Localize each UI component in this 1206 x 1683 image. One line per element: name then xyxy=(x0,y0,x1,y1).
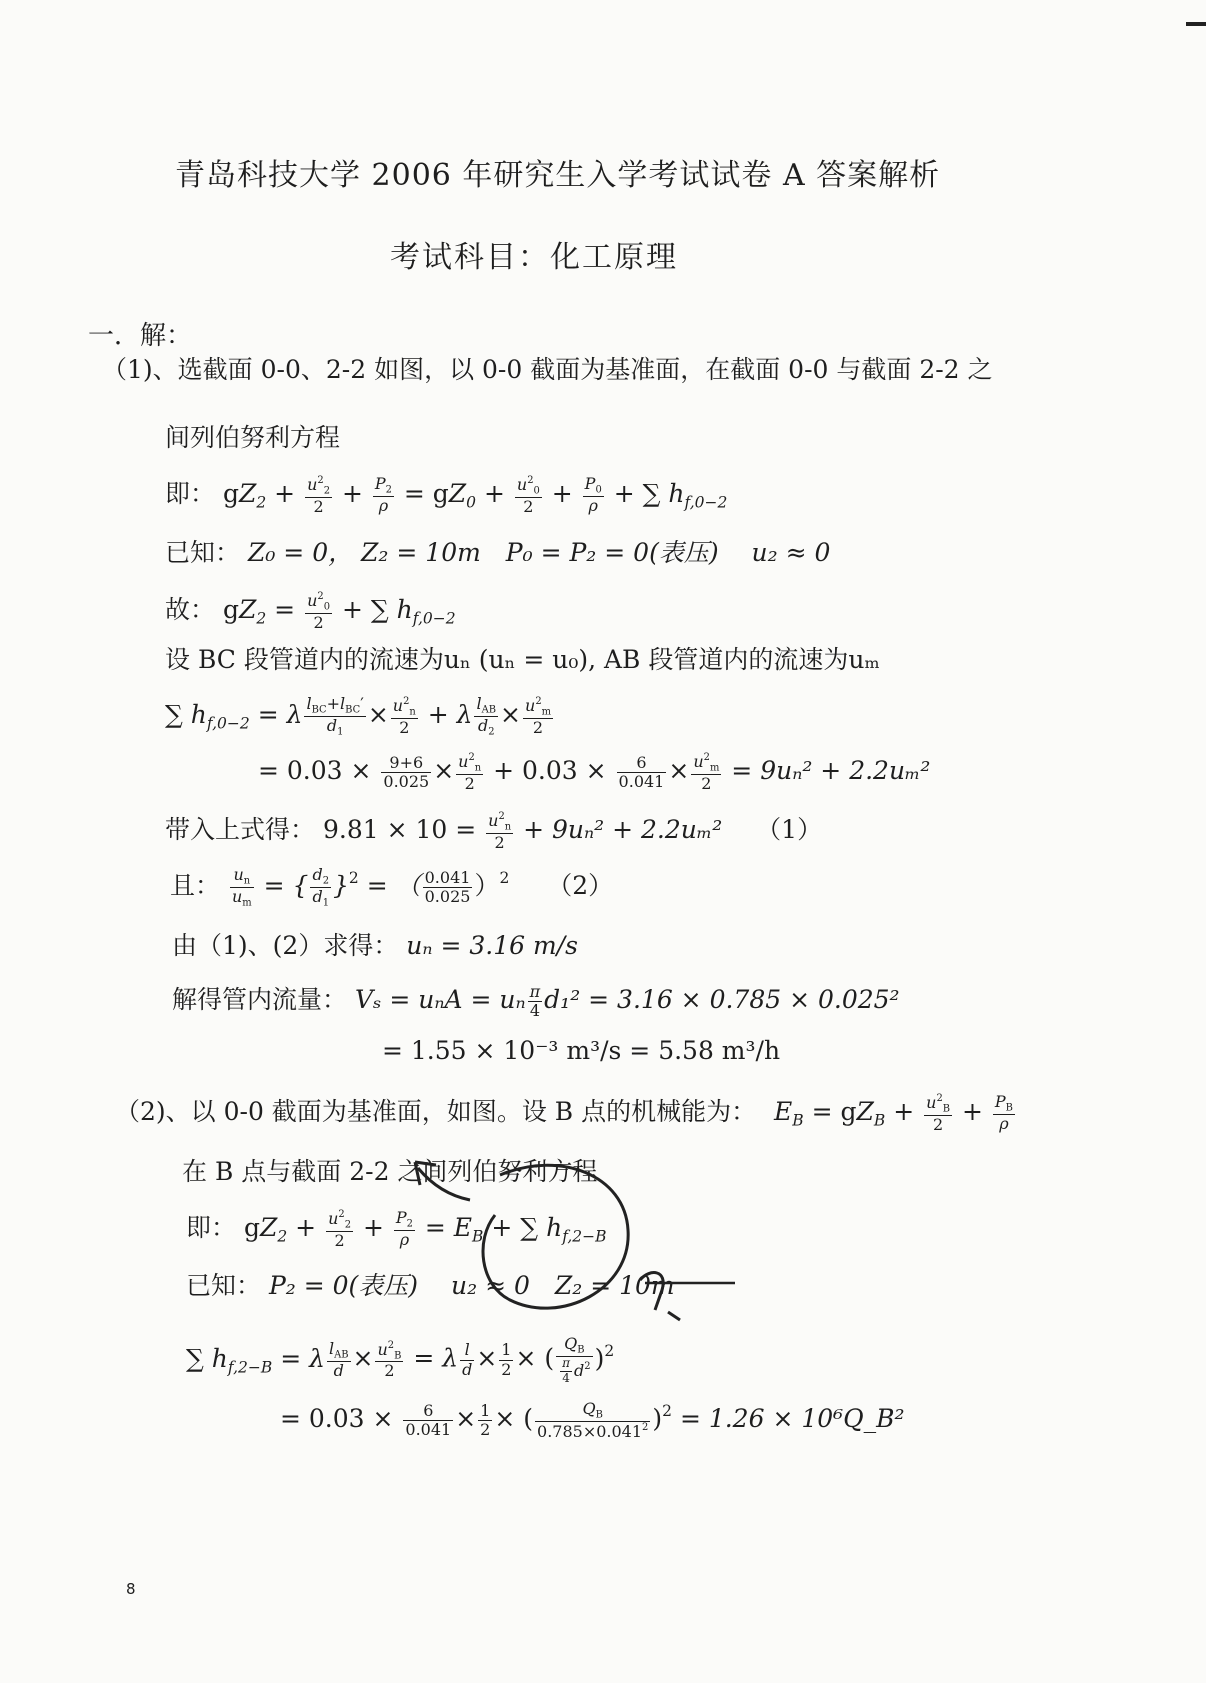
part1-intro-line1: （1)、选截面 0-0、2-2 如图，以 0-0 截面为基准面，在截面 0-0 与截面 2-2 之 xyxy=(102,355,993,384)
friction-sum-definition: ∑ $h_{f,0-2} = \lambda$ $\frac{l_{BC}+l_{BC}'}{d_1}$ × $\frac{u^2_n}{2}$ + λ $\frac{l_{AB}}{d_2}$ × $\frac{u^2_m}{2}$ xyxy=(165,694,552,738)
simplified-equation: 故： $gZ_2$ = $\frac{u^2_0}{2}$ + ∑ $h_{f,0-2}$ xyxy=(165,590,456,632)
exam-subject: 考试科目：化工原理 xyxy=(390,240,678,275)
handwritten-question-mark xyxy=(640,1273,663,1310)
handwritten-tick xyxy=(668,1312,680,1320)
friction-sum-2-result: = 1.26 × 10⁶Q_B² xyxy=(679,1404,905,1434)
substituted-equation: 带入上式得： 9.81 × 10 = $\frac{u^2_n}{2}$ + 9uₙ² + 2.2uₘ² （1） xyxy=(165,810,823,852)
eq-label: 即： xyxy=(186,1213,237,1242)
friction-sum-2-numeric: = 0.03 × $\frac{6}{0.041}$ × $\frac{1}{2}$ × ( $\frac{Q_B}{0.785\times 0.041^2}$ )$^2$ = 1.26 × 10⁶Q_B² xyxy=(280,1399,905,1441)
known-label: 已知： xyxy=(186,1271,262,1300)
substitute-label: 带入上式得： xyxy=(165,815,316,844)
solve-value: uₙ = 3.16 m/s xyxy=(406,931,578,960)
part2-intro-line2: 在 B 点与截面 2-2 之间列伯努利方程 xyxy=(182,1157,598,1186)
bernoulli-equation-2: 即： $gZ_2$ + $\frac{u^2_2}{2}$ + $\frac{P_2}{\rho}$ = $E_B$ + ∑ $h_{f,2-B}$ xyxy=(186,1208,607,1250)
known-label: 已知： xyxy=(165,538,241,567)
handwritten-circle xyxy=(483,1165,628,1308)
substitute-lhs: 9.81 × 10 = xyxy=(322,815,477,844)
friction-sum-2-definition: ∑ $h_{f,2-B} = \lambda$ $\frac{l_{AB}}{d}$ × $\frac{u^2_B}{2}$ = λ $\frac{l}{d}$ × $\frac{1}{2}$ × ( $Q_B$ $\frac{\pi}{4}$ $d^2$ )$^2$ xyxy=(186,1334,615,1385)
ratio-label: 且： xyxy=(170,871,221,900)
flow-rate-result: = 1.55 × 10⁻³ m³/s = 5.58 m³/h xyxy=(382,1036,781,1065)
flow-rate-equation: 解得管内流量： Vₛ = uₙA = uₙ $\frac{\pi}{4}$ d₁² = 3.16 × 0.785 × 0.025² xyxy=(172,981,900,1020)
known-values-text: Z₀ = 0， Z₂ = 10m P₀ = P₂ = 0(表压) u₂ ≈ 0 xyxy=(247,538,831,567)
bernoulli-equation-1: 即： $gZ_2$ + $\frac{u^2_2}{2}$ + $\frac{P_2}{\rho}$ = $gZ_0$ + $\frac{u^2_0}{2}$ + $\frac{P_0}{\rho}$ + ∑ $h_{f,0-2}$ xyxy=(165,474,728,516)
eq-label: 即： xyxy=(165,479,216,508)
equation-tag-1: （1） xyxy=(756,815,823,844)
handwritten-arrow-stroke xyxy=(418,1168,470,1200)
eq-label: 故： xyxy=(165,595,216,624)
part2-intro-line1: （2)、以 0-0 截面为基准面，如图。设 B 点的机械能为： $E_B = gZ_B$ + $\frac{u^2_B}{2}$ + $\frac{P_B}{\rho}$ xyxy=(115,1092,1013,1134)
section-heading: 一．解： xyxy=(88,321,193,351)
flow-label: 解得管内流量： xyxy=(172,985,348,1014)
page-title: 青岛科技大学 2006 年研究生入学考试试卷 A 答案解析 xyxy=(175,158,941,193)
page-number: 8 xyxy=(126,1580,136,1598)
flow-eq-lhs: Vₛ = uₙA = uₙ xyxy=(354,985,526,1014)
equation-tag-2: （2） xyxy=(547,871,614,900)
friction-sum-result: = 9uₙ² + 2.2uₘ² xyxy=(731,756,931,786)
friction-sum-numeric: = 0.03 × $\frac{9+6}{0.025}$ × $\frac{u^2_n}{2}$ + 0.03 × $\frac{6}{0.041}$ × $\frac{u^2_m}{2}$ = 9uₙ² + 2.2uₘ² xyxy=(258,751,931,793)
flow-eq-tail: d₁² = 3.16 × 0.785 × 0.025² xyxy=(544,985,900,1014)
part2-intro-text: （2)、以 0-0 截面为基准面，如图。设 B 点的机械能为： xyxy=(115,1097,757,1126)
velocity-ratio-equation: 且： $\frac{u_n}{u_m}$ = { $\frac{d_2}{d_1}$ }$^2$ = （ $\frac{0.041}{0.025}$ ）$^2$ （2） xyxy=(170,865,614,909)
solve-label: 由（1)、(2）求得： xyxy=(172,931,399,960)
substitute-rhs: + 9uₙ² + 2.2uₘ² xyxy=(523,815,723,844)
known-values-text: P₂ = 0(表压) u₂ ≈ 0 Z₂ = 10m xyxy=(268,1271,675,1300)
part1-intro-line2: 间列伯努利方程 xyxy=(165,423,341,452)
velocity-definition: 设 BC 段管道内的流速为uₙ (uₙ = u₀), AB 段管道内的流速为uₘ xyxy=(165,645,880,674)
